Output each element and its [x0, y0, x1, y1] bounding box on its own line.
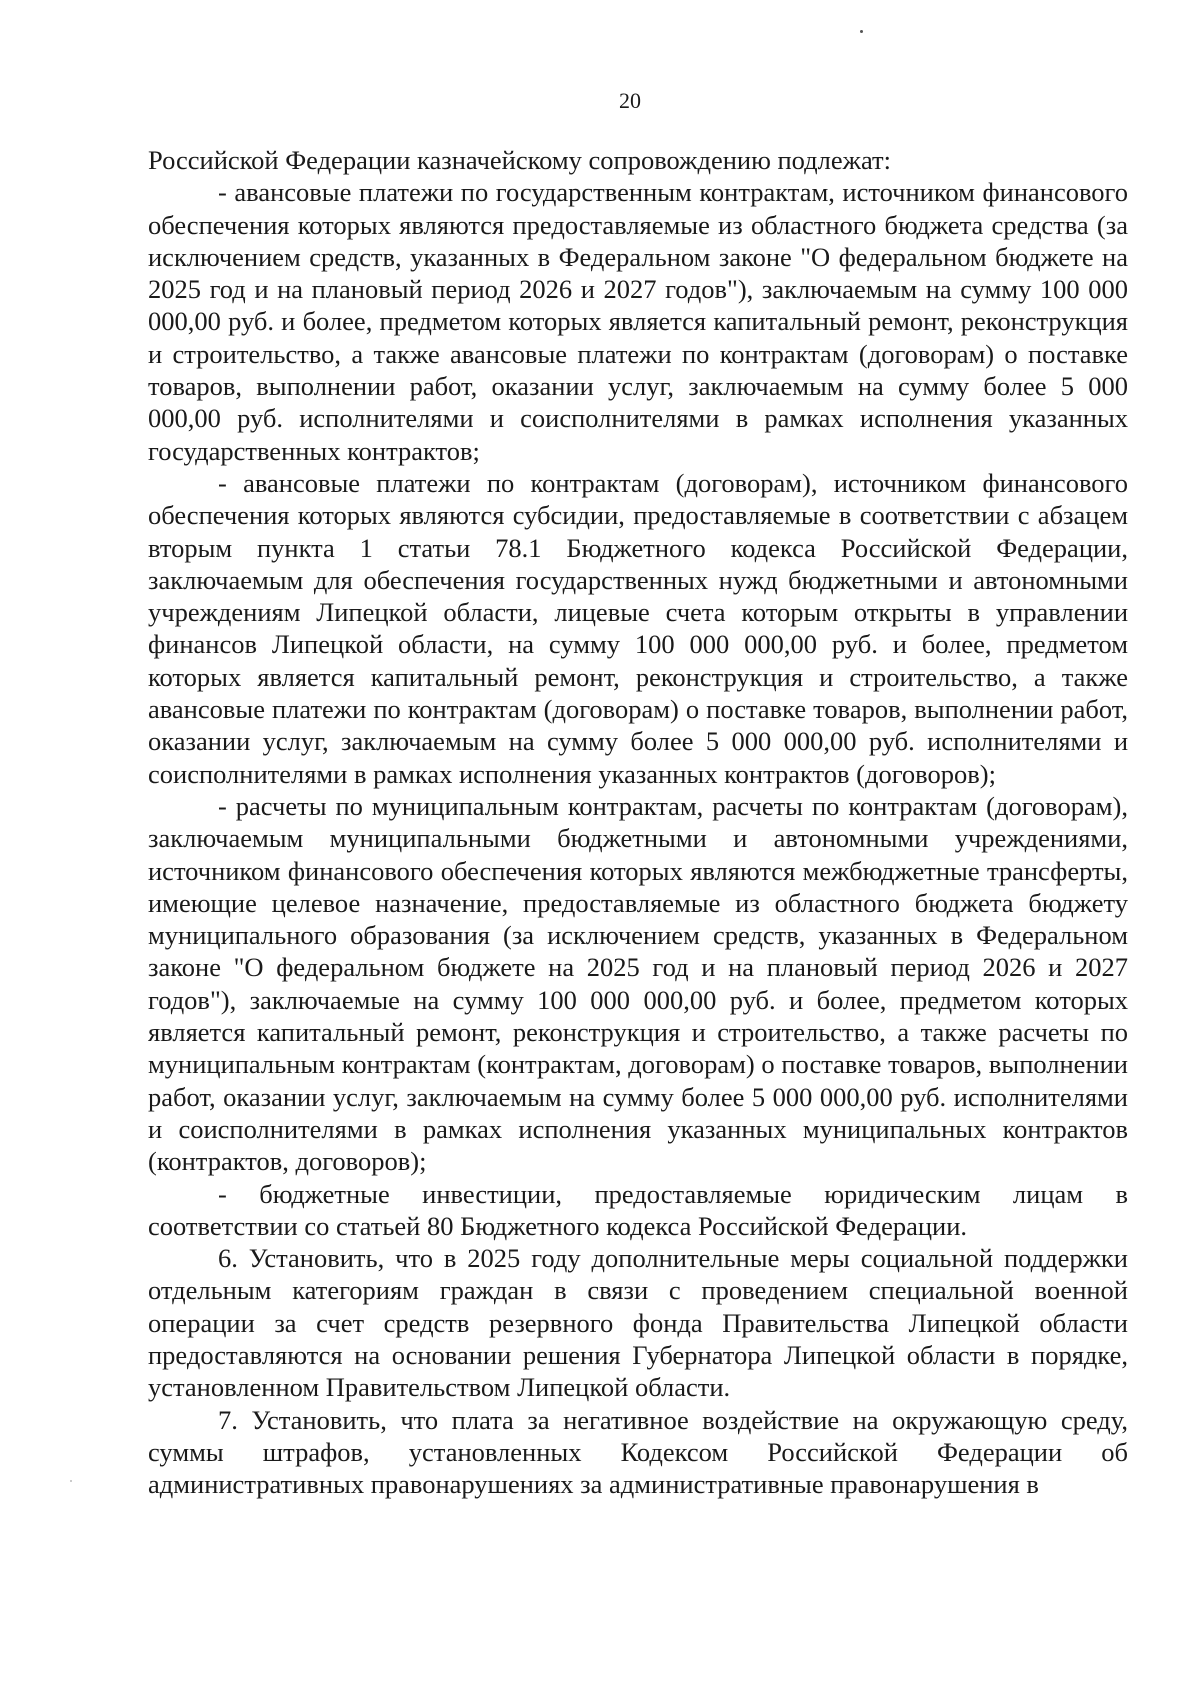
- paragraph-municipal-contracts: - расчеты по муниципальным контрактам, расчеты по контрактам (договорам), заключаемым муниципальными бюджетными и автономными учреждениями, источником финансового обеспечения которых являются межбюджетные трансферты, имеющие целевое назначение, предоставляемые из областного бюджета бюджету муниципального образования (за исключением средств, указанных в Федеральном законе "О федеральном бюджете на 2025 год и на плановый период 2026 и 2027 годов"), заключаемые на сумму 100 000 000,00 руб. и более, предметом которых является капитальный ремонт, реконструкция и строительство, а также расчеты по муниципальным контрактам (контрактам, договорам) о поставке товаров, выполнении работ, оказании услуг, заключаемым на сумму более 5 000 000,00 руб. исполнителями и соисполнителями в рамках исполнения указанных муниципальных контрактов (контрактов, договоров);: [148, 790, 1128, 1177]
- paragraph-advance-payments-state-contracts: - авансовые платежи по государственным контрактам, источником финансового обеспечения которых являются предоставляемые из областного бюджета средства (за исключением средств, указанных в Федеральном законе "О федеральном бюджете на 2025 год и на плановый период 2026 и 2027 годов"), заключаемым на сумму 100 000 000,00 руб. и более, предметом которых является капитальный ремонт, реконструкция и строительство, а также авансовые платежи по контрактам (договорам) о поставке товаров, выполнении работ, оказании услуг, заключаемым на сумму более 5 000 000,00 руб. исполнителями и соисполнителями в рамках исполнения указанных государственных контрактов;: [148, 177, 1128, 466]
- paragraph-item-7: 7. Установить, что плата за негативное воздействие на окружающую среду, суммы штрафов, установленных Кодексом Российской Федерации об административных правонарушениях за административные правонарушения в: [148, 1404, 1128, 1500]
- page-number: 20: [619, 88, 641, 113]
- paragraph-intro: Российской Федерации казначейскому сопровождению подлежат:: [148, 145, 891, 175]
- scan-speck: [70, 1480, 72, 1482]
- document-body: [148, 144, 1128, 1500]
- scan-speck: [860, 30, 863, 33]
- paragraph-advance-payments-subsidies: - авансовые платежи по контрактам (договорам), источником финансового обеспечения которых являются субсидии, предоставляемые в соответствии с абзацем вторым пункта 1 статьи 78.1 Бюджетного кодекса Российской Федерации, заключаемым для обеспечения государственных нужд бюджетными и автономными учреждениям Липецкой области, лицевые счета которым открыты в управлении финансов Липецкой области, на сумму 100 000 000,00 руб. и более, предметом которых является капитальный ремонт, реконструкция и строительство, а также авансовые платежи по контрактам (договорам) о поставке товаров, выполнении работ, оказании услуг, заключаемым на сумму более 5 000 000,00 руб. исполнителями и соисполнителями в рамках исполнения указанных контрактов (договоров);: [148, 467, 1128, 789]
- paragraph-item-6: 6. Установить, что в 2025 году дополнительные меры социальной поддержки отдельным категориям граждан в связи с проведением специальной военной операции за счет средств резервного фонда Правительства Липецкой области предоставляются на основании решения Губернатора Липецкой области в порядке, установленном Правительством Липецкой области.: [148, 1243, 1128, 1403]
- paragraph-budget-investments: - бюджетные инвестиции, предоставляемые юридическим лицам в соответствии со статьей 80 Бюджетного кодекса Российской Федерации.: [148, 1178, 1128, 1241]
